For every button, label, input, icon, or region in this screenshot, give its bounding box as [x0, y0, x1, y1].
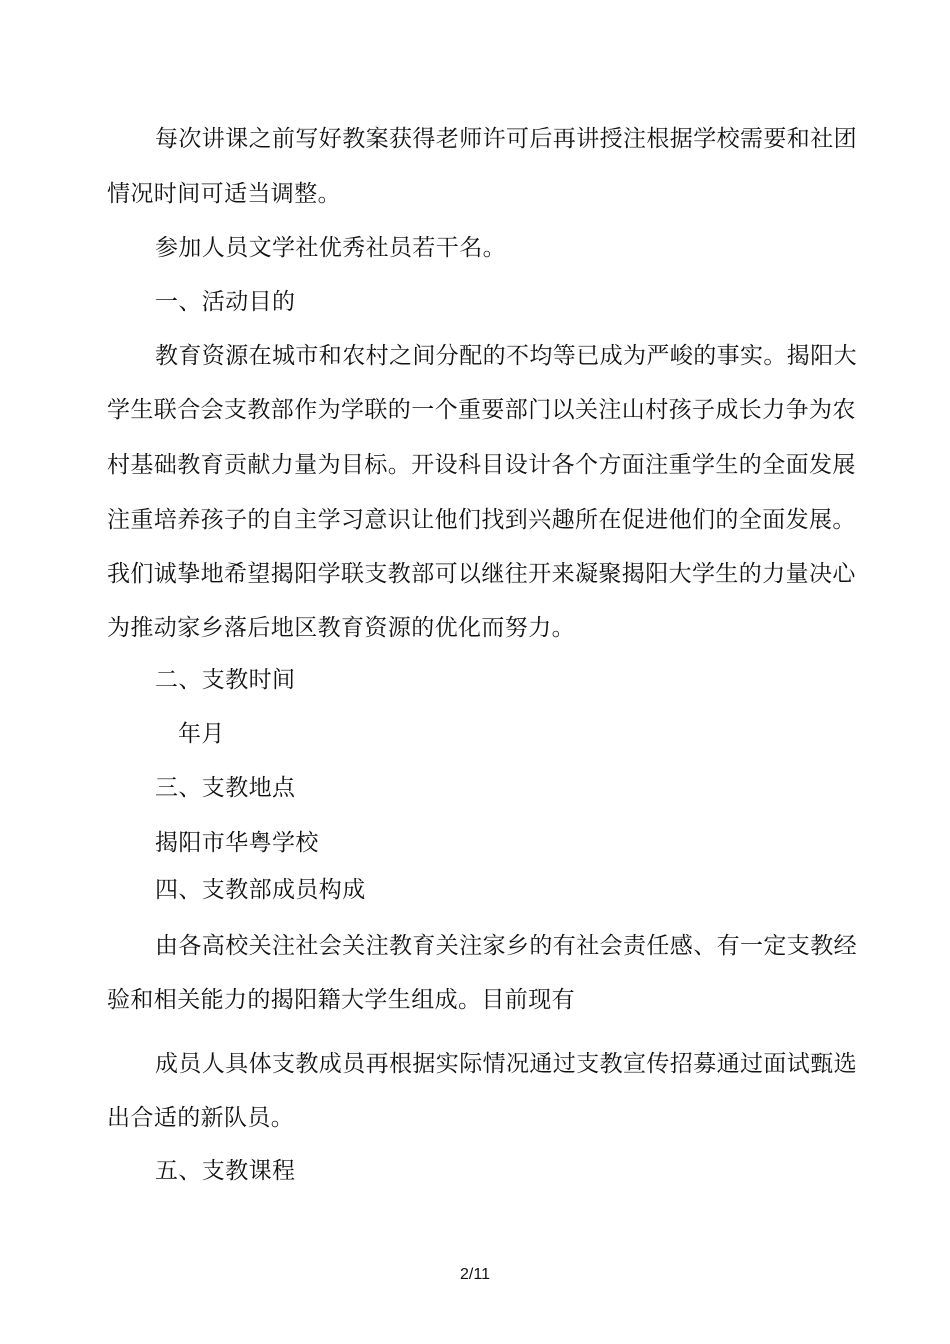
- section-heading: 四、支教部成员构成: [155, 877, 366, 903]
- page-number: 2/11: [460, 1266, 490, 1283]
- paragraph-line: 验和相关能力的揭阳籍大学生组成。目前现有: [107, 987, 575, 1013]
- section-heading: 三、支教地点: [155, 775, 296, 801]
- paragraph-line: 揭阳市华粤学校: [155, 830, 319, 856]
- paragraph-line: 我们诚挚地希望揭阳学联支教部可以继往开来凝聚揭阳大学生的力量决心: [107, 561, 856, 587]
- paragraph-line: 由各高校关注社会关注教育关注家乡的有社会责任感、有一定支教经: [155, 933, 857, 959]
- paragraph-line: 教育资源在城市和农村之间分配的不均等已成为严峻的事实。揭阳大: [155, 343, 857, 369]
- paragraph-line: 每次讲课之前写好教案获得老师许可后再讲授注根据学校需要和社团: [155, 126, 857, 152]
- paragraph-line: 年月: [178, 721, 225, 747]
- section-heading: 一、活动目的: [155, 289, 296, 315]
- paragraph-line: 成员人具体支教成员再根据实际情况通过支教宣传招募通过面试甄选: [155, 1051, 857, 1077]
- paragraph-line: 注重培养孩子的自主学习意识让他们找到兴趣所在促进他们的全面发展。: [107, 507, 856, 533]
- section-heading: 二、支教时间: [155, 667, 296, 693]
- paragraph-line: 参加人员文学社优秀社员若干名。: [155, 235, 506, 261]
- paragraph-line: 村基础教育贡献力量为目标。开设科目设计各个方面注重学生的全面发展: [107, 452, 856, 478]
- paragraph-line: 为推动家乡落后地区教育资源的优化而努力。: [107, 615, 575, 641]
- section-heading: 五、支教课程: [155, 1158, 296, 1184]
- paragraph-line: 学生联合会支教部作为学联的一个重要部门以关注山村孩子成长力争为农: [107, 397, 856, 423]
- paragraph-line: 情况时间可适当调整。: [107, 181, 341, 207]
- paragraph-line: 出合适的新队员。: [107, 1105, 295, 1131]
